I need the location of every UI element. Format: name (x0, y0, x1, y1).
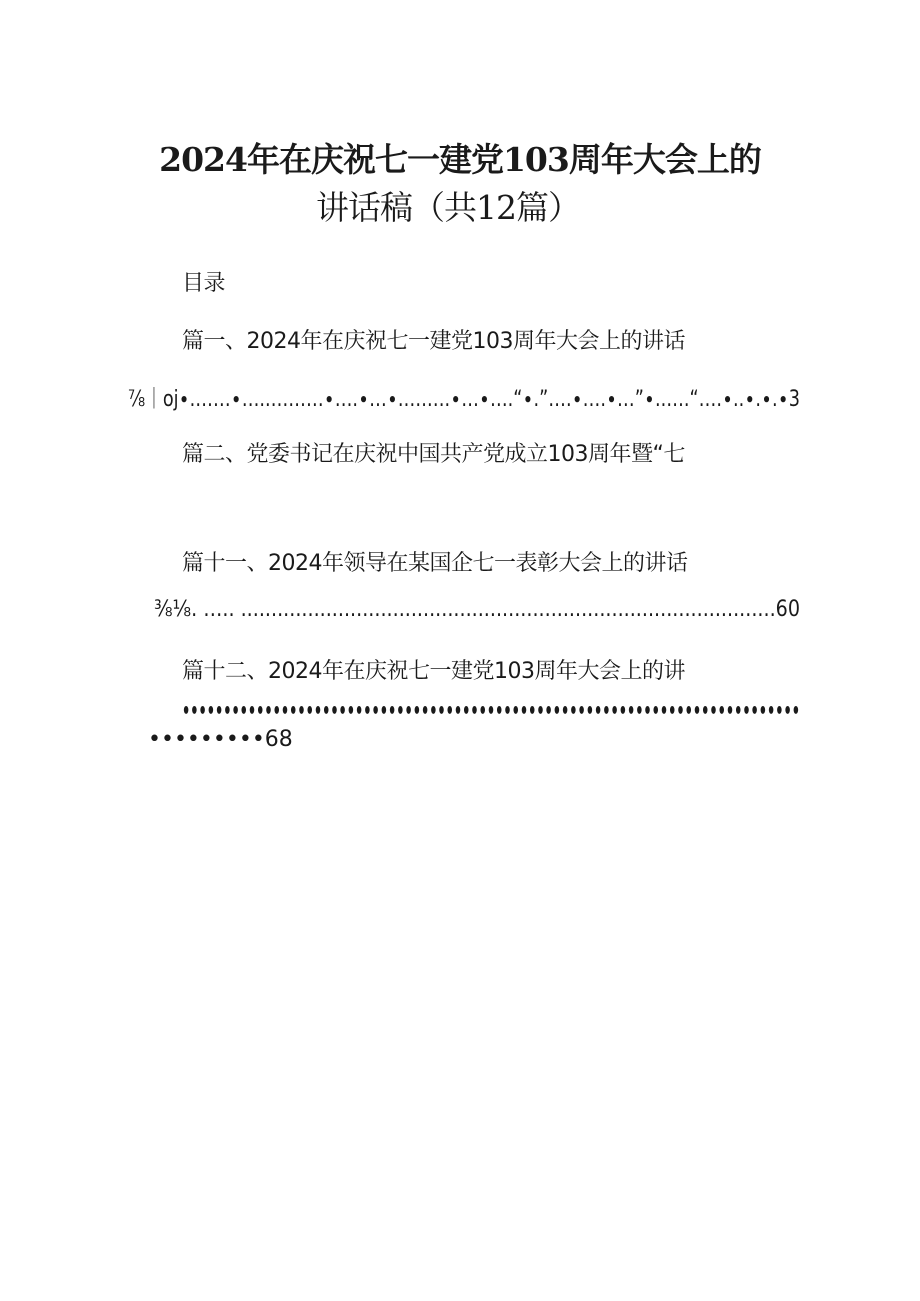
toc-entry-11-title: 篇十一、2024年领导在某国企七一表彰大会上的讲话 (182, 551, 688, 576)
document-title-line-2: 讲话稿（共12篇） (316, 188, 580, 227)
toc-entry-2-title: 篇二、党委书记在庆祝中国共产党成立103周年暨“七 (182, 442, 685, 467)
toc-entry-12-leader-line-1: ••••••••••••••••••••••••••••••••••••••••••••••••••••••••••••••••••••••••••• (182, 699, 800, 724)
document-title-line-1: 2024年在庆祝七一建党103周年大会上的 (159, 140, 761, 179)
toc-entry-11-leader: ⅜⅛. ….. ........................................................................................60 (154, 597, 800, 622)
toc-entry-1-leader: ⅞｜oj∙.……∙…..………∙….∙…∙.….….∙…∙….“∙.”….∙….∙…”∙..….“….∙..∙.∙.∙3 (128, 387, 800, 412)
toc-entry-12-leader-line-2: •••••••••68 (148, 727, 293, 752)
toc-heading: 目录 (182, 271, 226, 296)
toc-entry-12-title: 篇十二、2024年在庆祝七一建党103周年大会上的讲 (182, 659, 685, 684)
toc-entry-1-title: 篇一、2024年在庆祝七一建党103周年大会上的讲话 (182, 329, 685, 354)
